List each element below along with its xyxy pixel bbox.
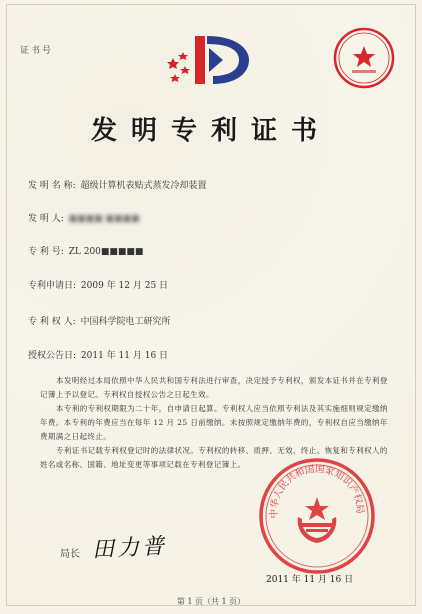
seal-arc-text: 中华人民共和国国家知识产权局 xyxy=(268,463,366,519)
patentee-value: 中国科学院电工研究所 xyxy=(80,317,171,327)
page-title: 发明专利证书 xyxy=(90,116,331,146)
large-red-seal xyxy=(258,457,376,575)
invention-name-value: 超级计算机表贴式蒸发冷却装置 xyxy=(80,181,207,191)
patentee-label: 专 利 权 人: xyxy=(28,317,76,327)
patent-number-label: 专 利 号: xyxy=(28,247,64,257)
signature-date: 2011 年 11 月 16 日 xyxy=(266,575,354,585)
patent-number-value: ZL 200■■■■■ xyxy=(68,247,144,257)
grant-date-row xyxy=(28,348,168,361)
inventor-label: 发 明 人: xyxy=(28,214,64,224)
application-date-value: 2009 年 12 月 25 日 xyxy=(80,281,169,291)
page-footer: 第 1 页（共 1 页） xyxy=(176,597,246,606)
patent-office-logo xyxy=(165,30,260,90)
director-label: 局长 xyxy=(60,549,80,560)
small-red-seal xyxy=(332,26,396,90)
application-date-label: 专利申请日: xyxy=(28,281,77,291)
body-paragraph-3: 专利证书记载专利权登记时的法律状况。专利权的转移、质押、无效、终止、恢复和专利权人的姓名或名称、国籍、地址变更等事项记载在专利登记簿上。 xyxy=(40,446,388,469)
body-paragraph-2: 本专利的专利权期限为二十年，自申请日起算。专利权人应当依照专利法及其实施细则规定缴纳年费。本专利的年费应当在每年 12 月 25 日前缴纳。未按照规定缴纳年费的，专利权自应当缴纳年费期满之日起终止。 xyxy=(40,404,388,441)
inventor-row xyxy=(28,211,140,224)
certificate-number-label: 证书号 xyxy=(20,46,54,56)
director-signature: 田力普 xyxy=(91,534,168,563)
invention-name-row xyxy=(28,178,207,191)
grant-date-value: 2011 年 11 月 16 日 xyxy=(80,351,169,361)
invention-name-label: 发 明 名 称: xyxy=(28,181,76,191)
patent-number-row xyxy=(28,244,143,257)
patentee-row xyxy=(28,314,171,327)
grant-date-label: 授权公告日: xyxy=(28,351,77,361)
body-paragraph-1: 本发明经过本局依照中华人民共和国专利法进行审查，决定授予专利权，颁发本证书并在专利登记簿上予以登记。专利权自授权公告之日起生效。 xyxy=(40,376,388,399)
application-date-row xyxy=(28,278,168,291)
inventor-value: ■■■■ ■■■■ xyxy=(68,214,140,224)
